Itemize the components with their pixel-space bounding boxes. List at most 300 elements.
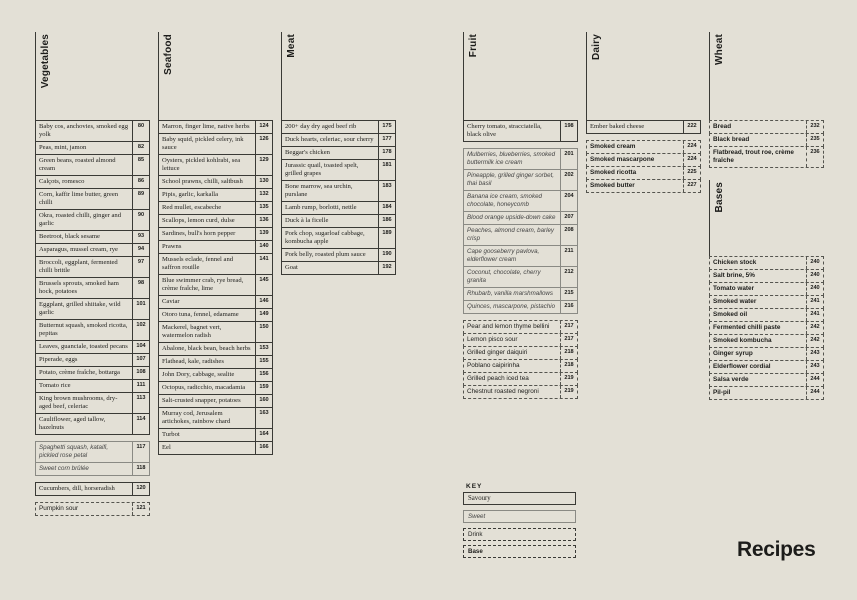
page-number: 215: [560, 288, 577, 300]
recipe-name: 200+ day dry aged beef rib: [285, 123, 357, 130]
recipe-name: Ember baked cheese: [590, 123, 645, 130]
recipe-name: Butternut squash, smoked ricotta, pepitas: [39, 322, 128, 337]
recipe-name: Scallops, lemon curd, dulse: [162, 217, 235, 224]
column-heading: Wheat: [714, 34, 725, 65]
page-number: 190: [378, 249, 395, 261]
column-rule: [463, 32, 464, 120]
recipe-name: Ginger syrup: [713, 350, 753, 357]
page-number: 114: [132, 414, 149, 434]
page-number: 156: [255, 369, 272, 381]
recipe-row[interactable]: [463, 372, 578, 386]
page-number: 227: [683, 180, 700, 192]
recipe-row[interactable]: [281, 133, 396, 147]
recipe-row[interactable]: [35, 298, 150, 320]
recipe-name: Pipis, garlic, karkalla: [162, 191, 219, 198]
page-number: 120: [132, 483, 149, 495]
recipe-row[interactable]: [463, 148, 578, 170]
page-number: 217: [560, 334, 577, 346]
recipe-name: Peaches, almond cream, barley crisp: [467, 227, 555, 242]
recipe-name: Eel: [162, 444, 171, 451]
recipe-row[interactable]: [35, 277, 150, 299]
recipe-name: Otoro tuna, fennel, edamame: [162, 311, 239, 318]
page-number: 89: [132, 189, 149, 209]
column-heading: Fruit: [468, 34, 479, 58]
page-number: 150: [255, 322, 272, 342]
column-rule: [158, 32, 159, 120]
recipe-row[interactable]: [463, 333, 578, 347]
page-number: 224: [683, 141, 700, 153]
column-rule: [35, 32, 36, 120]
recipe-row[interactable]: [463, 224, 578, 246]
page-number: 145: [255, 275, 272, 295]
recipe-row[interactable]: [35, 120, 150, 142]
recipe-row[interactable]: [463, 346, 578, 360]
recipe-name: Cape gooseberry pavlova, elderflower cream: [467, 248, 540, 263]
page-number: 140: [255, 241, 272, 253]
page-number: 201: [560, 149, 577, 169]
recipe-row[interactable]: [586, 179, 701, 193]
recipe-name: Smoked cream: [590, 143, 636, 150]
page-number: 218: [560, 360, 577, 372]
recipe-name: Coconut, chocolate, cherry granita: [467, 269, 541, 284]
page-number: 232: [806, 121, 823, 133]
page-number: 189: [378, 228, 395, 248]
page-number: 242: [806, 335, 823, 347]
recipe-row[interactable]: [463, 287, 578, 301]
page-number: 225: [683, 167, 700, 179]
recipe-name: Corn, kaffir lime butter, green chilli: [39, 191, 119, 206]
page-number: 101: [132, 299, 149, 319]
recipe-name: Murray cod, Jerusalem artichokes, rainbow chard: [162, 410, 231, 425]
recipe-row[interactable]: [158, 407, 273, 429]
recipe-row[interactable]: [158, 355, 273, 369]
key-savoury: Savoury: [463, 492, 576, 505]
page-number: 202: [560, 170, 577, 190]
page-number: 183: [378, 181, 395, 201]
recipe-row[interactable]: [35, 243, 150, 257]
recipe-row[interactable]: [281, 180, 396, 202]
recipe-name: John Dory, cabbage, sealite: [162, 371, 235, 378]
page-number: 219: [560, 373, 577, 385]
page-number: 94: [132, 244, 149, 256]
recipe-table: [586, 121, 701, 193]
recipe-name: Asparagus, mussel cream, rye: [39, 246, 118, 253]
recipe-name: Salt-crusted snapper, potatoes: [162, 397, 241, 404]
page-number: 211: [560, 246, 577, 266]
recipe-name: Pumpkin sour: [39, 505, 79, 512]
key-base: Base: [463, 545, 576, 558]
page-number: 136: [255, 215, 272, 227]
recipe-name: Spaghetti squash, kataifi, pickled rose petal: [39, 444, 109, 459]
recipe-name: Mulberries, blueberries, smoked buttermilk ice cream: [467, 151, 556, 166]
recipe-name: Sardines, bull's horn pepper: [162, 230, 236, 237]
page-number: 216: [560, 301, 577, 313]
page-number: 82: [132, 142, 149, 154]
recipe-name: Rhubarb, vanilla marshmallows: [467, 290, 553, 297]
page-number: 107: [132, 354, 149, 366]
recipe-row[interactable]: [158, 441, 273, 455]
recipe-row[interactable]: [709, 146, 824, 168]
recipe-name: Black bread: [713, 136, 750, 143]
recipe-name: Green beans, roasted almond cream: [39, 157, 116, 172]
recipe-row[interactable]: [158, 154, 273, 176]
recipe-row[interactable]: [463, 359, 578, 373]
recipe-name: Abalone, black bean, beach herbs: [162, 345, 251, 352]
page-number: 241: [806, 296, 823, 308]
recipe-name: Pil-pil: [713, 389, 731, 396]
page-number: 204: [560, 191, 577, 211]
recipe-name: Poblano caipirinha: [467, 362, 520, 369]
recipe-group-base: [709, 120, 824, 168]
recipe-name: Smoked butter: [590, 182, 635, 189]
page-number: 111: [132, 380, 149, 392]
recipe-name: Grilled ginger daiquiri: [467, 349, 528, 356]
recipe-group-base: [586, 140, 701, 193]
recipe-table: [709, 257, 824, 400]
recipe-name: King brown mushrooms, dry-aged beef, celeriac: [39, 395, 118, 410]
page-number: 218: [560, 347, 577, 359]
page-number: 93: [132, 231, 149, 243]
recipe-group-sweet: [35, 441, 150, 476]
page-number: 177: [378, 134, 395, 146]
page-number: 198: [560, 121, 577, 141]
recipe-name: Smoked water: [713, 298, 757, 305]
recipe-row[interactable]: [709, 256, 824, 270]
recipe-row[interactable]: [158, 188, 273, 202]
page-number: 104: [132, 341, 149, 353]
page-number: 132: [255, 189, 272, 201]
recipe-row[interactable]: [35, 379, 150, 393]
recipe-name: Duck à la ficelle: [285, 217, 329, 224]
recipe-name: Flathead, kale, radishes: [162, 358, 224, 365]
recipe-group-savoury: [586, 120, 701, 134]
recipe-row[interactable]: [586, 120, 701, 134]
page-number: 243: [806, 348, 823, 360]
page-number: 117: [132, 442, 149, 462]
page-number: 149: [255, 309, 272, 321]
recipe-row[interactable]: [281, 227, 396, 249]
recipe-group-drink: [35, 502, 150, 516]
page-number: 175: [378, 121, 395, 133]
page-number: 240: [806, 257, 823, 269]
recipe-row[interactable]: [709, 120, 824, 134]
recipe-name: Goat: [285, 264, 298, 271]
page-number: 242: [806, 322, 823, 334]
page-number: 124: [255, 121, 272, 133]
recipe-row[interactable]: [586, 166, 701, 180]
recipe-name: Smoked oil: [713, 311, 748, 318]
recipe-name: Broccoli, eggplant, fermented chilli brittle: [39, 259, 118, 274]
page-number: 102: [132, 320, 149, 340]
page-number: 181: [378, 160, 395, 180]
recipe-row[interactable]: [463, 320, 578, 334]
recipe-row[interactable]: [281, 248, 396, 262]
column-heading: Seafood: [163, 34, 174, 75]
recipe-row[interactable]: [35, 209, 150, 231]
recipe-group-drink: [463, 320, 578, 399]
recipe-row[interactable]: [35, 392, 150, 414]
recipe-row[interactable]: [158, 227, 273, 241]
recipe-row[interactable]: [281, 214, 396, 228]
recipe-row[interactable]: [463, 190, 578, 212]
recipe-row[interactable]: [281, 146, 396, 160]
recipe-row[interactable]: [35, 319, 150, 341]
recipe-group-sweet: [463, 148, 578, 314]
recipe-name: Baby cos, anchovies, smoked egg yolk: [39, 123, 128, 138]
recipe-group-savoury: [35, 482, 150, 496]
recipe-table: [35, 121, 150, 516]
recipe-row[interactable]: [158, 175, 273, 189]
recipe-name: Banana ice cream, smoked chocolate, honeycomb: [467, 193, 542, 208]
recipe-row[interactable]: [35, 462, 150, 476]
page-number: 219: [560, 386, 577, 398]
recipe-row[interactable]: [35, 353, 150, 367]
recipe-row[interactable]: [709, 373, 824, 387]
recipe-name: Pineapple, grilled ginger sorbet, thai basil: [467, 172, 555, 187]
recipe-row[interactable]: [158, 428, 273, 442]
recipe-name: Pork belly, roasted plum sauce: [285, 251, 366, 258]
recipe-name: Lamb rump, borlotti, nettle: [285, 204, 357, 211]
recipe-name: Okra, roasted chilli, ginger and garlic: [39, 212, 122, 227]
page-number: 192: [378, 262, 395, 274]
recipe-row[interactable]: [463, 266, 578, 288]
recipe-row[interactable]: [281, 159, 396, 181]
recipe-name: Leaves, guanciale, toasted pecans: [39, 343, 128, 350]
recipe-name: Blood orange upside-down cake: [467, 214, 556, 221]
key-drink: Drink: [463, 528, 576, 541]
recipe-row[interactable]: [709, 282, 824, 296]
recipe-row[interactable]: [158, 381, 273, 395]
recipe-name: Chicken stock: [713, 259, 757, 266]
recipe-name: Pork chop, sugarloaf cabbage, kombucha apple: [285, 230, 365, 245]
recipe-row[interactable]: [709, 360, 824, 374]
page-number: 160: [255, 395, 272, 407]
recipe-row[interactable]: [586, 140, 701, 154]
page-number: 166: [255, 442, 272, 454]
recipe-row[interactable]: [35, 230, 150, 244]
recipe-table: [158, 121, 273, 455]
page-number: 113: [132, 393, 149, 413]
column-heading: Dairy: [591, 34, 602, 61]
column-heading: Meat: [286, 34, 297, 58]
recipe-row[interactable]: [158, 253, 273, 275]
recipe-row[interactable]: [709, 386, 824, 400]
recipe-name: Elderflower cordial: [713, 363, 771, 370]
recipe-group-savoury: [35, 120, 150, 435]
recipe-row[interactable]: [35, 441, 150, 463]
recipe-table: [463, 121, 578, 399]
recipe-name: Tomato rice: [39, 382, 71, 389]
recipe-row[interactable]: [463, 300, 578, 314]
page-number: 159: [255, 382, 272, 394]
recipe-row[interactable]: [35, 482, 150, 496]
recipe-name: Smoked kombucha: [713, 337, 772, 344]
page-number: 186: [378, 215, 395, 227]
recipe-name: Brussels sprouts, smoked ham hock, potatoes: [39, 280, 119, 295]
page-number: 129: [255, 155, 272, 175]
recipe-name: Potato, crème fraîche, bottarga: [39, 369, 120, 376]
recipe-group-savoury: [463, 120, 578, 142]
page-number: 243: [806, 361, 823, 373]
recipe-row[interactable]: [35, 413, 150, 435]
recipe-name: Marron, finger lime, native herbs: [162, 123, 250, 130]
recipe-name: Fermented chilli paste: [713, 324, 781, 331]
page-number: 240: [806, 283, 823, 295]
recipe-row[interactable]: [709, 133, 824, 147]
recipe-row[interactable]: [35, 175, 150, 189]
page-number: 164: [255, 429, 272, 441]
page-number: 146: [255, 296, 272, 308]
column-rule: [281, 32, 282, 120]
recipe-row[interactable]: [709, 269, 824, 283]
recipe-name: Piperade, eggs: [39, 356, 78, 363]
page-number: 130: [255, 176, 272, 188]
page-number: 241: [806, 309, 823, 321]
page-number: 85: [132, 155, 149, 175]
recipe-row[interactable]: [35, 340, 150, 354]
recipe-row[interactable]: [709, 321, 824, 335]
page-number: 86: [132, 176, 149, 188]
recipe-row[interactable]: [463, 245, 578, 267]
recipe-row[interactable]: [281, 201, 396, 215]
recipe-row[interactable]: [158, 321, 273, 343]
page-number: 153: [255, 343, 272, 355]
page-number: 240: [806, 270, 823, 282]
recipe-name: Bread: [713, 123, 732, 130]
page-number: 217: [560, 321, 577, 333]
recipe-name: Peas, mint, jamon: [39, 144, 87, 151]
key-label: KEY: [466, 483, 483, 490]
column-heading: Bases: [714, 182, 725, 213]
page-number: 118: [132, 463, 149, 475]
page-number: 163: [255, 408, 272, 428]
recipe-row[interactable]: [709, 308, 824, 322]
recipe-name: Beggar's chicken: [285, 149, 330, 156]
recipe-name: Duck hearts, celeriac, sour cherry: [285, 136, 374, 143]
page-number: 141: [255, 254, 272, 274]
recipe-name: Cucumbers, dill, horseradish: [39, 485, 115, 492]
column-rule: [709, 32, 710, 120]
page-number: 126: [255, 134, 272, 154]
recipe-row[interactable]: [158, 133, 273, 155]
page-number: 80: [132, 121, 149, 141]
recipe-name: Lemon pisco sour: [467, 336, 518, 343]
page-number: 97: [132, 257, 149, 277]
recipe-name: Cherry tomato, stracciatella, black olive: [467, 123, 542, 138]
recipe-row[interactable]: [35, 366, 150, 380]
recipe-row[interactable]: [709, 347, 824, 361]
recipe-name: Octopus, radicchio, macadamia: [162, 384, 246, 391]
recipe-row[interactable]: [158, 214, 273, 228]
column-heading: Vegetables: [40, 34, 51, 89]
recipe-name: Beetroot, black sesame: [39, 233, 100, 240]
recipe-row[interactable]: [158, 274, 273, 296]
recipe-name: Mussels eclade, fennel and saffron rouille: [162, 256, 234, 271]
page-number: 244: [806, 387, 823, 399]
recipe-row[interactable]: [35, 154, 150, 176]
page-number: 236: [806, 147, 823, 167]
recipe-row[interactable]: [709, 295, 824, 309]
page-number: 90: [132, 210, 149, 230]
recipe-name: Turbot: [162, 431, 180, 438]
recipe-row[interactable]: [158, 201, 273, 215]
page-number: 184: [378, 202, 395, 214]
recipe-row[interactable]: [586, 153, 701, 167]
recipe-group-base: [709, 256, 824, 400]
recipe-name: Grilled peach iced tea: [467, 375, 529, 382]
page-number: 208: [560, 225, 577, 245]
recipe-name: Flatbread, trout roe, crème fraîche: [713, 149, 794, 164]
page-title: Recipes: [737, 538, 816, 561]
page-number: 235: [806, 134, 823, 146]
recipe-name: Blue swimmer crab, rye bread, crème fraîche, lime: [162, 277, 244, 292]
page-number: 139: [255, 228, 272, 240]
recipe-name: Baby squid, pickled celery, ink sauce: [162, 136, 244, 151]
page-number: 207: [560, 212, 577, 224]
page-number: 135: [255, 202, 272, 214]
page-number: 178: [378, 147, 395, 159]
recipe-row[interactable]: [35, 256, 150, 278]
recipe-name: Cauliflower, aged tallow, hazelnuts: [39, 416, 106, 431]
recipe-name: School prawns, chilli, saltbush: [162, 178, 243, 185]
recipe-row[interactable]: [463, 211, 578, 225]
recipe-name: Chestnut roasted negroni: [467, 388, 539, 395]
recipe-name: Tomato water: [713, 285, 755, 292]
recipe-row[interactable]: [158, 342, 273, 356]
recipe-row[interactable]: [158, 368, 273, 382]
recipe-name: Pear and lemon thyme bellini: [467, 323, 550, 330]
recipe-name: Mackerel, bagnet vert, watermelon radish: [162, 324, 222, 339]
recipe-row[interactable]: [463, 169, 578, 191]
key-sweet: Sweet: [463, 510, 576, 523]
recipe-row[interactable]: [35, 141, 150, 155]
recipe-row[interactable]: [281, 261, 396, 275]
recipe-row[interactable]: [35, 502, 150, 516]
page-number: 98: [132, 278, 149, 298]
recipe-name: Bone marrow, sea urchin, purslane: [285, 183, 353, 198]
recipe-group-savoury: [281, 120, 396, 275]
recipe-row[interactable]: [158, 240, 273, 254]
page-number: 224: [683, 154, 700, 166]
column-rule: [586, 32, 587, 120]
recipe-row[interactable]: [35, 188, 150, 210]
page-number: 121: [132, 503, 149, 515]
page-number: 212: [560, 267, 577, 287]
column-rule: [709, 180, 710, 256]
page-number: 222: [683, 121, 700, 133]
recipe-row[interactable]: [158, 308, 273, 322]
recipe-name: Caviar: [162, 298, 180, 305]
recipe-name: Calçots, romesco: [39, 178, 85, 185]
page-number: 108: [132, 367, 149, 379]
recipe-name: Quinces, mascarpone, pistachio: [467, 303, 556, 310]
recipe-row[interactable]: [158, 295, 273, 309]
recipe-row[interactable]: [463, 120, 578, 142]
recipe-name: Prawns: [162, 243, 182, 250]
recipe-name: Sweet corn brûlée: [39, 465, 89, 472]
recipe-row[interactable]: [158, 120, 273, 134]
recipe-name: Smoked ricotta: [590, 169, 637, 176]
recipe-name: Smoked mascarpone: [590, 156, 655, 163]
recipe-row[interactable]: [158, 394, 273, 408]
recipe-name: Jurassic quail, toasted spelt, grilled grapes: [285, 162, 359, 177]
recipe-name: Salt brine, 5%: [713, 272, 755, 279]
recipe-name: Salsa verde: [713, 376, 749, 383]
recipe-row[interactable]: [281, 120, 396, 134]
recipe-row[interactable]: [709, 334, 824, 348]
recipe-row[interactable]: [463, 385, 578, 399]
recipe-name: Red mullet, escabeche: [162, 204, 222, 211]
